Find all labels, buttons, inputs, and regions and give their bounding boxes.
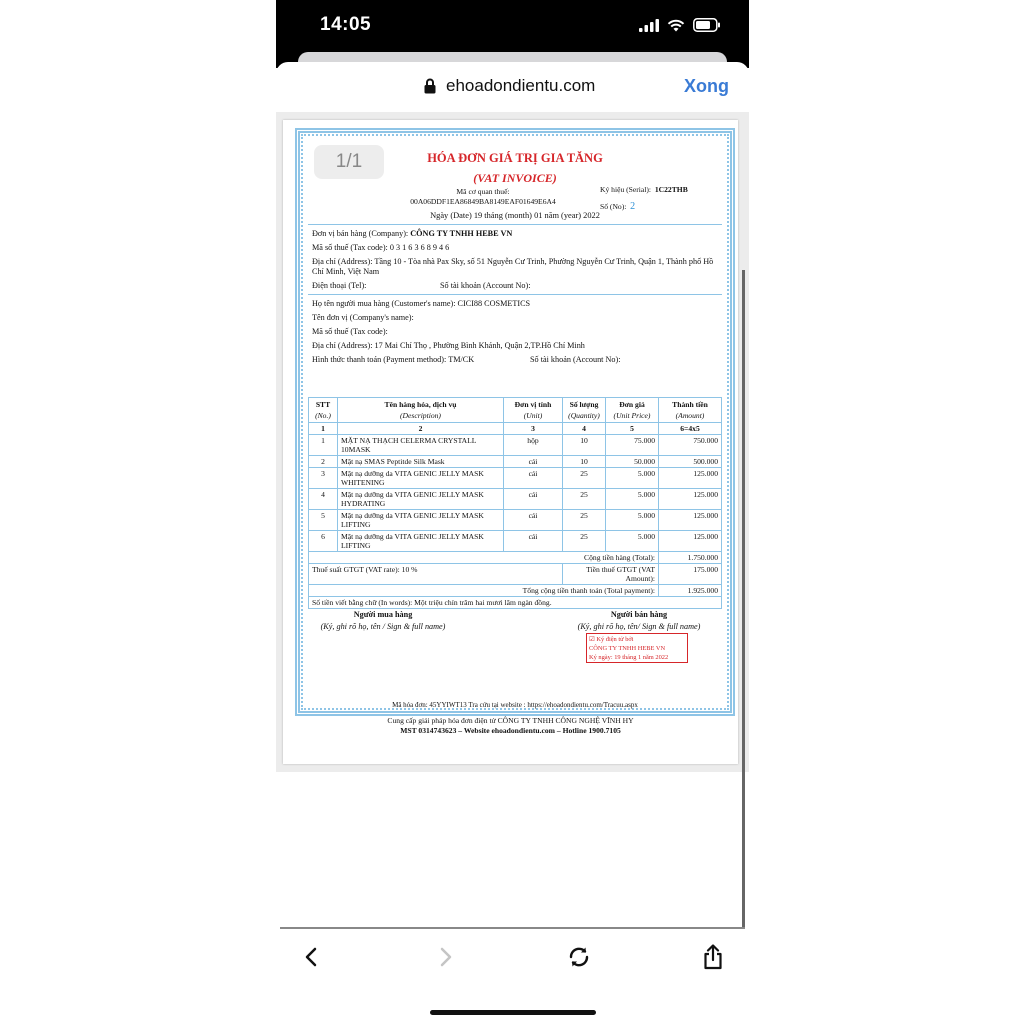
invoice-title: HÓA ĐƠN GIÁ TRỊ GIA TĂNG	[427, 151, 603, 165]
serial-block	[600, 181, 688, 215]
seller-taxcode-label: Mã số thuế (Tax code):	[312, 243, 388, 252]
buyer-address-label: Địa chỉ (Address):	[312, 341, 373, 350]
browser-sheet	[276, 62, 749, 1024]
lock-icon	[424, 78, 436, 94]
seller-account-row	[440, 281, 531, 290]
buyer-taxcode-row	[312, 327, 388, 336]
table-row: 3 Mặt nạ dưỡng da VITA GENIC JELLY MASK WHITENING cái 25 5.000 125.000	[309, 468, 722, 489]
seller-account-label: Số tài khoản (Account No):	[440, 281, 531, 290]
total-value: 1.750.000	[659, 552, 722, 564]
buyer-taxcode-label: Mã số thuế (Tax code):	[312, 327, 388, 336]
buyer-account-label: Số tài khoản (Account No):	[530, 355, 621, 364]
status-time: 14:05	[320, 14, 372, 35]
page-indicator: 1/1	[314, 145, 384, 179]
vat-rate-cell	[309, 564, 563, 585]
tax-authority-code: 00A06DDF1EA86849BA8149EAF01649E6A4	[410, 197, 556, 206]
amount-in-words: Số tiền viết bằng chữ (In words): Một triệu chín trăm hai mươi lăm ngàn đồng.	[309, 597, 722, 609]
table-row: 6 Mặt nạ dưỡng da VITA GENIC JELLY MASK LIFTING cái 25 5.000 125.000	[309, 531, 722, 552]
col-unit: Đơn vị tính (Unit)	[504, 398, 563, 423]
seller-sign-title: Người bán hàng	[610, 610, 668, 619]
serial-value: 1C22THB	[654, 185, 688, 194]
col-quantity: Số lượng (Quantity)	[563, 398, 606, 423]
buyer-sign-hint: (Ký, ghi rõ họ, tên / Sign & full name)	[320, 622, 446, 631]
seller-sign-hint: (Ký, ghi rõ họ, tên/ Sign & full name)	[577, 622, 701, 631]
seller-address: Tầng 10 - Tòa nhà Pax Sky, số 51 Nguyễn Cư Trinh, Phường Nguyễn Cư Trinh, Quận 1, Thành phố Hồ Chí Minh, Việt Nam	[312, 257, 714, 276]
seller-taxcode-row	[312, 243, 449, 252]
back-button[interactable]	[296, 942, 326, 972]
buyer-name-label: Họ tên người mua hàng (Customer's name):	[312, 299, 456, 308]
pdf-viewer[interactable]	[276, 112, 749, 772]
share-icon	[702, 944, 724, 970]
vat-rate: 10 %	[401, 565, 418, 574]
in-words-row	[309, 597, 722, 609]
table-row: 2 Mặt nạ SMAS Peptitde Silk Mask cái 10 50.000 500.000	[309, 456, 722, 468]
stamp-line-1: Ký điện tử bởi	[596, 636, 634, 643]
done-button[interactable]: Xong	[684, 76, 729, 96]
seller-address-label: Địa chỉ (Address):	[312, 257, 373, 266]
reload-button[interactable]	[564, 942, 594, 972]
buyer-company-label: Tên đơn vị (Company's name):	[312, 313, 414, 322]
tax-authority-block	[398, 187, 568, 207]
invoice-content	[308, 139, 722, 709]
buyer-name: CICI88 COSMETICS	[457, 299, 531, 308]
url-text: ehoadondientu.com	[446, 76, 596, 95]
stamp-line-2: CÔNG TY TNHH HEBE VN	[589, 645, 666, 652]
buyer-address: 17 Mai Chí Thọ , Phường Bình Khánh, Quận 2,TP.Hồ Chí Minh	[374, 341, 585, 350]
seller-company-row	[312, 229, 512, 238]
seller-taxcode: 0 3 1 6 3 6 8 9 4 6	[389, 243, 450, 252]
col-no: STT (No.)	[309, 398, 338, 423]
table-header-row	[309, 398, 722, 423]
provider-footer	[283, 716, 738, 736]
divider	[308, 224, 722, 225]
payment-total-row	[309, 585, 722, 597]
address-field[interactable]	[424, 76, 595, 96]
invoice-subtitle: (VAT INVOICE)	[473, 171, 557, 185]
seller-company-label: Đơn vị bán hàng (Company):	[312, 229, 409, 238]
digital-signature-stamp	[586, 633, 688, 663]
table-row: 4 Mặt nạ dưỡng da VITA GENIC JELLY MASK HYDRATING cái 25 5.000 125.000	[309, 489, 722, 510]
vat-amount: 175.000	[659, 564, 722, 585]
buyer-company-row	[312, 313, 414, 322]
invoice-page	[283, 120, 738, 764]
table-row: 1 MẶT NẠ THẠCH CELERMA CRYSTALL 10MASK hộp 10 75.000 750.000	[309, 435, 722, 456]
browser-toolbar	[276, 930, 749, 986]
home-indicator[interactable]	[430, 1010, 596, 1015]
tax-authority-label: Mã cơ quan thuế:	[456, 187, 510, 196]
status-icons	[639, 18, 721, 32]
payment-method-label: Hình thức thanh toán (Payment method):	[312, 355, 447, 364]
buyer-signature	[318, 609, 448, 633]
no-label: Số (No):	[600, 202, 627, 211]
forward-icon	[439, 947, 453, 967]
provider-line-2: MST 0314743623 – Website ehoadondientu.com – Hotline 1900.7105	[400, 726, 621, 735]
total-label: Cộng tiền hàng (Total):	[309, 552, 659, 564]
seller-company: CÔNG TY TNHH HEBE VN	[410, 229, 513, 238]
checkmark-icon: ☑	[589, 636, 595, 643]
payment-method-row	[312, 355, 474, 364]
share-button[interactable]	[698, 942, 728, 972]
buyer-address-row	[312, 341, 585, 350]
invoice-lookup: Mã hóa đơn: 45YYIWT13 Tra cứu tại website : https://ehoadondientu.com/Tracuu.aspx	[392, 701, 638, 709]
buyer-account-row	[530, 355, 621, 364]
table-index-row: 1 2 3 4 5 6=4x5	[309, 423, 722, 435]
col-unit-price: Đơn giá (Unit Price)	[606, 398, 659, 423]
vat-row	[309, 564, 722, 585]
seller-phone-row	[312, 281, 366, 290]
buyer-name-row	[312, 299, 530, 308]
serial-label: Ký hiệu (Serial):	[600, 185, 652, 194]
signal-icon	[639, 19, 659, 32]
provider-line-1: Cung cấp giải pháp hóa đơn điện tử CÔNG TY TNHH CÔNG NGHỆ VĨNH HY	[387, 716, 634, 725]
battery-icon	[693, 18, 721, 32]
url-bar	[276, 62, 749, 112]
vat-rate-label: Thuế suất GTGT (VAT rate):	[312, 565, 400, 574]
vat-amount-label: Tiền thuế GTGT (VAT Amount):	[563, 564, 659, 585]
reload-icon	[567, 945, 591, 969]
back-icon	[304, 947, 318, 967]
col-description: Tên hàng hóa, dịch vụ (Description)	[338, 398, 504, 423]
seller-phone-label: Điện thoại (Tel):	[312, 281, 367, 290]
divider	[308, 294, 722, 295]
scrollbar[interactable]	[742, 270, 745, 928]
seller-address-row	[312, 257, 718, 277]
items-table	[308, 397, 722, 609]
payment-total: 1.925.000	[659, 585, 722, 597]
toolbar-divider	[280, 927, 745, 929]
wifi-icon	[667, 19, 685, 32]
table-row: 5 Mặt nạ dưỡng da VITA GENIC JELLY MASK LIFTING cái 25 5.000 125.000	[309, 510, 722, 531]
total-row	[309, 552, 722, 564]
payment-method: TM/CK	[448, 355, 475, 364]
invoice-number: 2	[630, 201, 636, 212]
payment-total-label: Tổng cộng tiền thanh toán (Total payment):	[309, 585, 659, 597]
forward-button[interactable]	[431, 942, 461, 972]
col-amount: Thành tiền (Amount)	[659, 398, 722, 423]
seller-signature	[564, 609, 714, 633]
invoice-date: Ngày (Date) 19 tháng (month) 01 năm (year) 2022	[430, 211, 600, 220]
phone-screen	[276, 0, 749, 1024]
stamp-line-3: Ký ngày: 19 tháng 1 năm 2022	[589, 654, 669, 661]
invoice-frame	[295, 128, 735, 716]
buyer-sign-title: Người mua hàng	[353, 610, 413, 619]
